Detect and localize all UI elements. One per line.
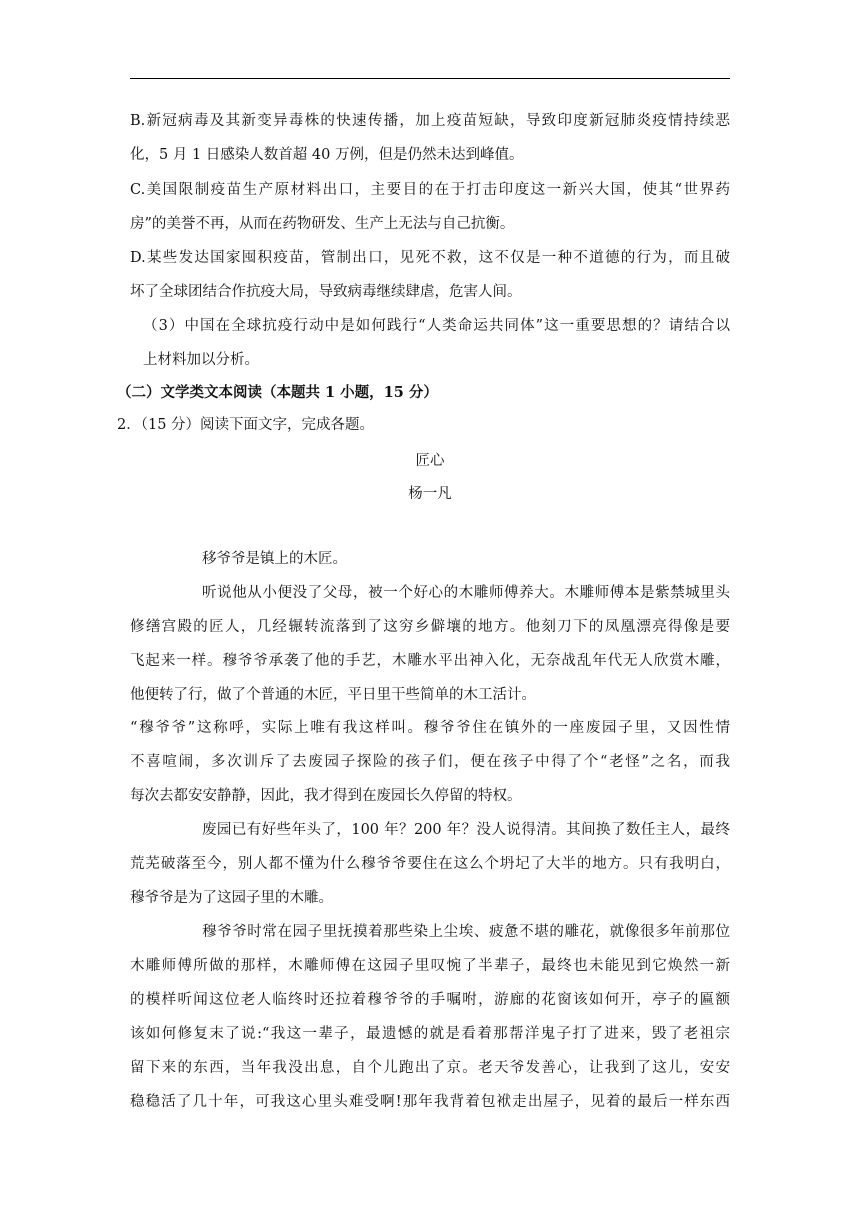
paragraph-3-line-3: 每次去都安安静静，因此，我才得到在废园长久停留的特权。 [130, 788, 522, 804]
paragraph-5-line-2: 木雕师傅所做的那样，木雕师傅在这园子里叹惋了半辈子，最终也未能见到它焕然一新 [130, 958, 730, 974]
paragraph-5-line-4: 该如何修复末了说:“我这一辈子，最遗憾的就是看着那帮洋鬼子打了进来，毁了老祖宗 [130, 1026, 730, 1042]
section-heading: （二）文学类文本阅读（本题共 1 小题，15 分） [117, 384, 438, 401]
paragraph-2-line-3: 飞起来一样。穆爷爷承袭了他的手艺，木雕水平出神入化，无奈战乱年代无人欣赏木雕， [130, 653, 730, 669]
option-c-line-1: C.美国限制疫苗生产原材料出口，主要目的在于打击印度这一新兴大国，使其“世界药 [130, 182, 730, 198]
paragraph-3-line-2: 不喜喧闹，多次训斥了去废园子探险的孩子们，便在孩子中得了个“老怪”之名，而我 [130, 754, 730, 770]
question-3-line-1: （3）中国在全球抗疫行动中是如何践行“人类命运共同体”这一重要思想的？请结合以 [143, 318, 730, 334]
question-2-prompt: 2．（15 分）阅读下面文字，完成各题。 [117, 417, 375, 433]
option-b-line-2: 化，5 月 1 日感染人数首超 40 万例，但是仍然未达到峰值。 [130, 147, 524, 163]
story-title: 匠心 [415, 453, 445, 469]
option-c-line-2: 房”的美誉不再，从而在药物研发、生产上无法与自己抗衡。 [130, 216, 515, 232]
paragraph-2-line-2: 修缮宫殿的匠人，几经辗转流落到了这穷乡僻壤的地方。他刻刀下的凤凰漂亮得像是要 [130, 619, 730, 635]
paragraph-5-line-5: 留下来的东西，当年我没出息，自个儿跑出了京。老天爷发善心，让我到了这儿，安安 [130, 1060, 730, 1076]
paragraph-1-line-1: 移爷爷是镇上的木匠。 [202, 551, 347, 567]
option-b-line-1: B.新冠病毒及其新变异毒株的快速传播，加上疫苗短缺，导致印度新冠肺炎疫情持续恶 [130, 113, 730, 129]
question-3-line-2: 上材料加以分析。 [143, 352, 259, 368]
option-d-line-1: D.某些发达国家囤积疫苗，管制出口，见死不救，这不仅是一种不道德的行为，而且破 [130, 250, 730, 266]
paragraph-3-line-1: “穆爷爷”这称呼，实际上唯有我这样叫。穆爷爷住在镇外的一座废园子里，又因性情 [130, 720, 730, 736]
story-author: 杨一凡 [408, 486, 452, 502]
paragraph-2-line-4: 他便转了行，做了个普通的木匠，平日里干些简单的木工活计。 [130, 687, 536, 703]
paragraph-5-line-3: 的模样听闻这位老人临终时还拉着穆爷爷的手嘱咐，游廊的花窗该如何开，亭子的匾额 [130, 992, 730, 1008]
paragraph-5-line-1: 穆爷爷时常在园子里抚摸着那些染上尘埃、疲惫不堪的雕花，就像很多年前那位 [202, 924, 730, 940]
paragraph-4-line-2: 荒芜破落至今，别人都不懂为什么穆爷爷要住在这么个坍圮了大半的地方。只有我明白， [130, 856, 730, 872]
header-rule [130, 78, 730, 79]
option-d-line-2: 坏了全球团结合作抗疫大局，导致病毒继续肆虐，危害人间。 [130, 284, 522, 300]
paragraph-4-line-1: 废园已有好些年头了，100 年？200 年？没人说得清。其间换了数任主人，最终 [202, 822, 730, 838]
paragraph-2-line-1: 听说他从小便没了父母，被一个好心的木雕师傅养大。木雕师傅本是紫禁城里头 [202, 585, 730, 601]
paragraph-5-line-6: 稳稳活了几十年，可我这心里头难受啊!那年我背着包袱走出屋子，见着的最后一样东西 [130, 1094, 730, 1110]
paragraph-4-line-3: 穆爷爷是为了这园子里的木雕。 [130, 890, 333, 906]
